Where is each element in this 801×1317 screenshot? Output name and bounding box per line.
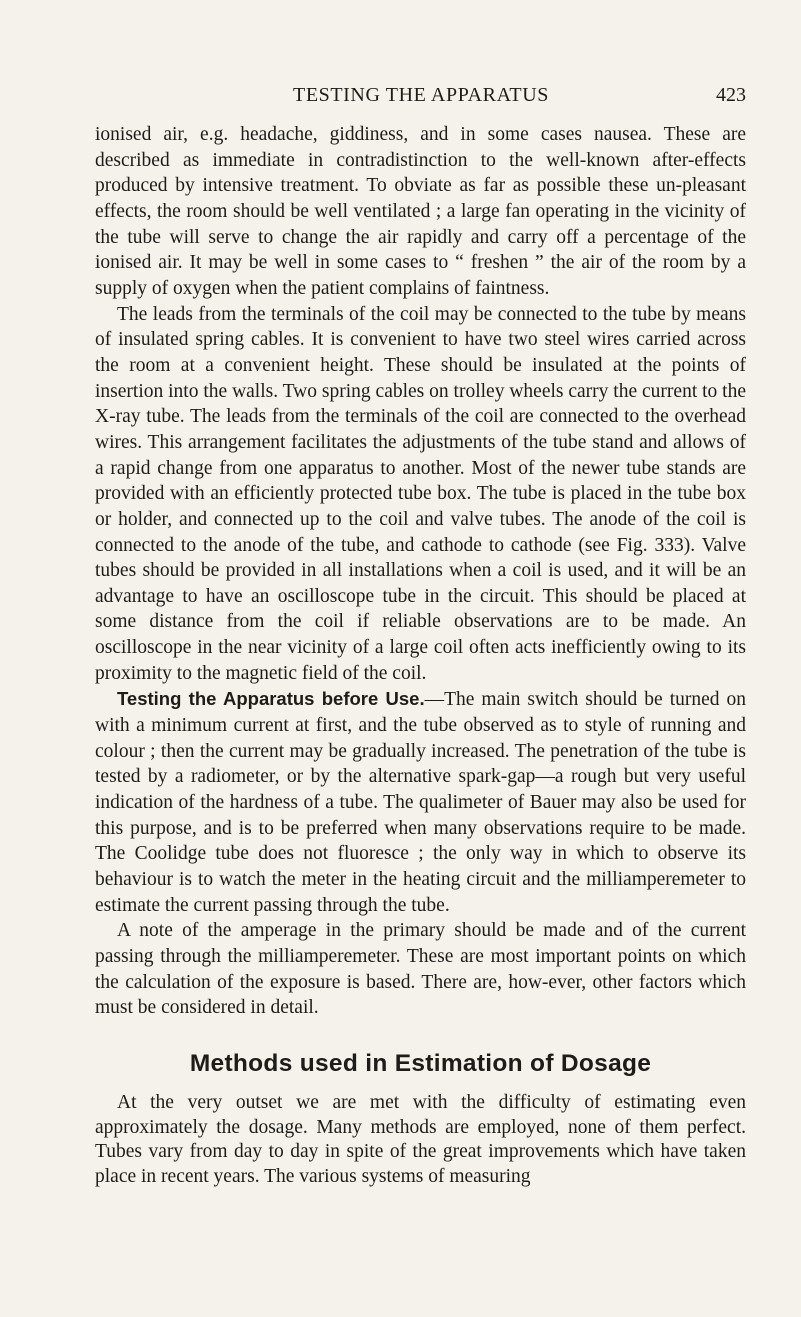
paragraph-amperage: A note of the amperage in the primary should be made and of the current passing through the milliamperemeter. These are most important points on which the calculation of the exposure is based. There are, how-ever, other factors which must be considered in detail. (95, 920, 746, 1019)
paragraph-dosage: At the very outset we are met with the difficulty of estimating even approximately the dosage. Many methods are employed, none of them perfect. Tubes vary from day to day in spite of the great improvements which have taken place in recent years. The various systems of measuring (95, 1091, 746, 1187)
running-head (96, 84, 746, 112)
paragraph-ionised-air: ionised air, e.g. headache, giddiness, and in some cases nausea. These are described as immediate in contradistinction to the well-known after-effects produced by intensive treatment. To obviate as far as possible these un-pleasant effects, the room should be well ventilated ; a large fan operating in the vicinity of the tube will serve to change the air rapidly and carry off a percentage of the ionised air. It may be well in some cases to “ freshen ” the air of the room by a supply of oxygen when the patient complains of faintness. (95, 124, 746, 299)
running-title: TESTING THE APPARATUS (293, 84, 549, 106)
section-heading: Methods used in Estimation of Dosage (189, 1049, 652, 1077)
page-number: 423 (716, 84, 746, 106)
paragraph-testing-text: —The main switch should be turned on with a minimum current at first, and the tube observed as to style of running and colour ; then the current may be gradually increased. The penetration of the tube is tested by a radiometer, or by the alternative spark-gap—a rough but very useful indication of the hardness of a tube. The qualimeter of Bauer may also be used for this purpose, and is to be preferred when many observations require to be made. The Coolidge tube does not fluoresce ; the only way in which to observe its behaviour is to watch the meter in the heating circuit and the milliamperemeter to estimate the current passing through the tube. (95, 689, 746, 916)
paragraph-testing (95, 686, 746, 918)
run-in-heading: Testing the Apparatus before Use. (117, 688, 425, 710)
body-text (95, 122, 746, 1189)
paragraph-leads: The leads from the terminals of the coil may be connected to the tube by means of insulated spring cables. It is convenient to have two steel wires carried across the room at a convenient height. These should be insulated at the points of insertion into the walls. Two spring cables on trolley wheels carry the current to the X-ray tube. The leads from the terminals of the coil are connected to the overhead wires. This arrangement facilitates the adjustments of the tube stand and allows of a rapid change from one apparatus to another. Most of the newer tube stands are provided with an efficiently protected tube box. The tube is placed in the tube box or holder, and connected up to the coil and valve tubes. The anode of the coil is connected to the anode of the tube, and cathode to cathode (see Fig. 333). Valve tubes should be provided in all installations when a coil is used, and it will be an advantage to have an oscilloscope tube in the circuit. This should be placed at some distance from the coil if reliable observations are to be made. An oscilloscope in the near vicinity of a large coil often acts inefficiently owing to its proximity to the magnetic field of the coil. (95, 303, 746, 684)
